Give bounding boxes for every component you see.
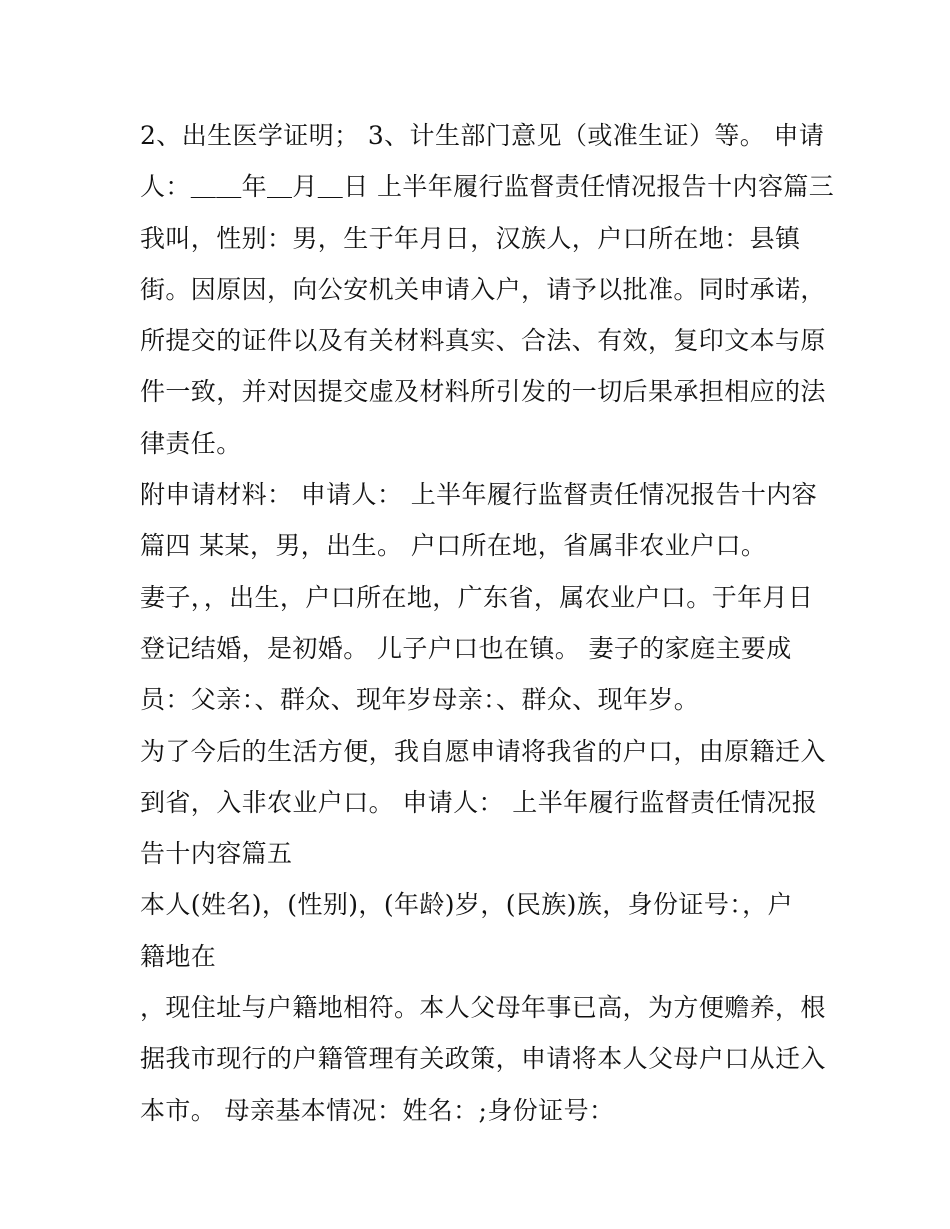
text-line-19: 据我市现行的户籍管理有关政策，申请将本人父母户口从迁入 bbox=[140, 1044, 826, 1074]
text-line-9: 篇四 某某，男，出生。 户口所在地，省属非农业户口。 bbox=[140, 531, 767, 561]
text-line-7: 律责任。 bbox=[140, 428, 242, 458]
text-line-16: 本人(姓名)，(性别)，(年龄)岁，(民族)族，身份证号：，户 bbox=[140, 890, 793, 920]
text-line-2: 人：＿＿年＿月＿日 上半年履行监督责任情况报告十内容篇三 bbox=[140, 172, 835, 202]
text-line-10: 妻子，，出生，户口所在地，广东省，属农业户口。于年月日 bbox=[140, 582, 814, 612]
text-line-12: 员：父亲：、群众、现年岁母亲：、群众、现年岁。 bbox=[140, 685, 700, 715]
text-line-11: 登记结婚，是初婚。 儿子户口也在镇。 妻子的家庭主要成 bbox=[140, 633, 792, 663]
text-line-4: 街。因原因，向公安机关申请入户，请予以批准。同时承诺， bbox=[140, 274, 826, 304]
text-line-3: 我叫，性别：男，生于年月日，汉族人，户口所在地：县镇 bbox=[140, 223, 801, 253]
text-line-13: 为了今后的生活方便，我自愿申请将我省的户口，由原籍迁入 bbox=[140, 736, 826, 766]
text-line-17: 籍地在 bbox=[140, 941, 217, 971]
text-line-18: ，现住址与户籍地相符。本人父母年事已高，为方便赡养，根 bbox=[140, 993, 826, 1023]
text-line-6: 件一致，并对因提交虚及材料所引发的一切后果承担相应的法 bbox=[140, 377, 826, 407]
text-line-5: 所提交的证件以及有关材料真实、合法、有效，复印文本与原 bbox=[140, 326, 826, 356]
text-line-8: 附申请材料： 申请人： 上半年履行监督责任情况报告十内容 bbox=[140, 480, 818, 510]
text-line-1: 2、出生医学证明； 3、计生部门意见（或准生证）等。 申请 bbox=[140, 121, 825, 150]
text-line-14: 到省，入非农业户口。 申请人： 上半年履行监督责任情况报 bbox=[140, 787, 818, 817]
document-body bbox=[140, 110, 835, 1136]
text-line-15: 告十内容篇五 bbox=[140, 839, 293, 869]
text-line-20: 本市。 母亲基本情况：姓名：;身份证号： bbox=[140, 1095, 615, 1125]
